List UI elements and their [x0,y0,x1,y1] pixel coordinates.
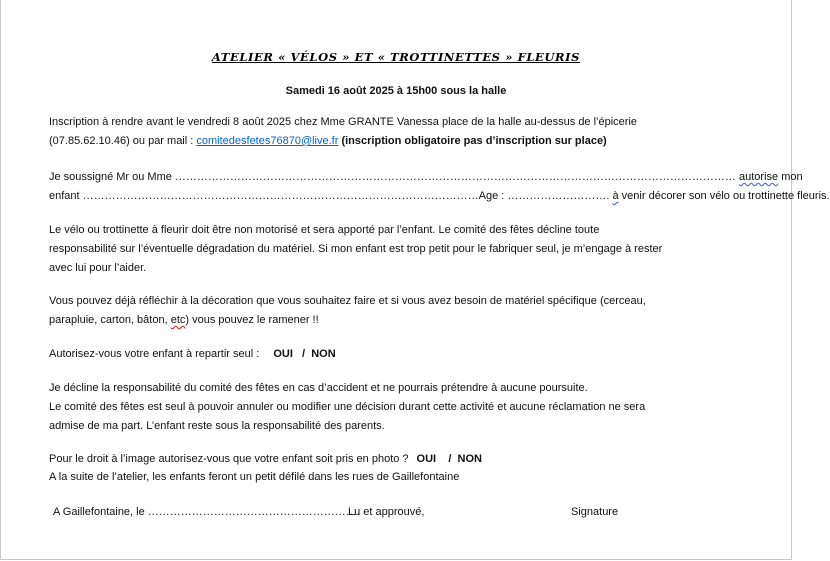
paragraph-3-line-1: Je décline la responsabilité du comité des fêtes en cas d’accident et ne pourrais prétendre à aucune poursuite. [49,382,588,394]
etc-word: etc [170,314,186,326]
consent-line-1-end: mon [778,171,803,183]
defile-line: A la suite de l’atelier, les enfants feront un petit défilé dans les rues de Gaillefontaine [49,471,460,483]
paragraph-2-line-2 [49,314,319,326]
paragraph-3-line-2: Le comité des fêtes est seul à pouvoir annuler ou modifier une décision durant cette activité et aucune réclamation ne sera [49,401,646,413]
document-title: ATELIER « VÉLOS » ET « TROTTINETTES » FLEURIS [211,50,581,64]
inscription-line-1: Inscription à rendre avant le vendredi 8 août 2025 chez Mme GRANTE Vanessa place de la halle au-dessus de l’épicerie [49,116,638,128]
consent-line-2 [49,190,830,202]
repartir-answer[interactable]: OUI / NON [273,348,336,360]
place-date-field[interactable]: A Gaillefontaine, le …………………………………………………. [53,506,360,518]
inscription-line-2 [49,135,607,147]
paragraph-3-line-3: admise de ma part. L’enfant reste sous la responsabilité des parents. [49,420,385,432]
phone-text: (07.85.62.10.46) ou par mail : [49,135,197,147]
event-date: Samedi 16 août 2025 à 15h00 sous la halle [285,85,507,97]
approved-label: Lu et approuvé, [348,506,425,518]
paragraph-2-end: ) vous pouvez le ramener !! [185,314,319,326]
paragraph-1-line-1: Le vélo ou trottinette à fleurir doit être non motorisé et sera apporté par l’enfant. Le comité des fêtes décline toute [49,224,600,236]
repartir-question: Autorisez-vous votre enfant à repartir seul : [49,348,260,360]
paragraph-2-line-1: Vous pouvez déjà réfléchir à la décoration que vous souhaitez faire et si vous avez besoin de matériel spécifique (cerceau, [49,295,646,307]
consent-line-2-end: venir décorer son vélo ou trottinette fleuris. [618,190,830,202]
paragraph-1-line-3: avec lui pour l’aider. [49,262,147,274]
parent-name-field[interactable]: Je soussigné Mr ou Mme ……………………………………………………………………………………………………………………………………… [49,171,739,183]
paragraph-1-line-2: responsabilité sur l’éventuelle dégradation du matériel. Si mon enfant est trop petit pour le fabriquer seul, je m’engage à rester [49,243,663,255]
autorise-word: autorise [739,171,779,183]
email-link[interactable]: comitedesfetes76870@live.fr [196,135,339,147]
child-name-age-field[interactable]: enfant ………………………………………………………………………………………………Age : ………………………. [49,190,613,202]
a-word: à [612,190,619,202]
paragraph-2-text: parapluie, carton, bâton, [49,314,171,326]
image-rights-answer[interactable]: OUI / NON [416,453,482,465]
image-rights-question: Pour le droit à l’image autorisez-vous que votre enfant soit pris en photo ? [49,453,409,465]
signature-label: Signature [571,506,619,518]
consent-line-1 [49,171,803,183]
image-rights-line [49,453,482,465]
repartir-question-line [49,348,336,360]
mandatory-note: (inscription obligatoire pas d’inscription sur place) [338,135,607,147]
